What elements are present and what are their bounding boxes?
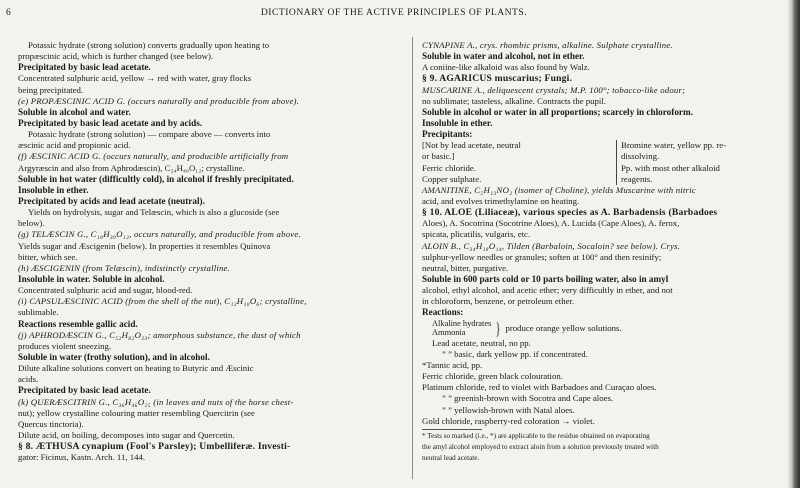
text-line: æscinic acid and propionic acid. bbox=[18, 140, 131, 151]
text-line: Ferric chloride. bbox=[422, 162, 476, 173]
text-line: in chloroform, benzene, or petroleum ether. bbox=[422, 296, 575, 307]
text-line: below). bbox=[18, 218, 45, 229]
alkaline-reaction bbox=[422, 319, 786, 338]
text-line: *Tannic acid, pp. bbox=[422, 359, 483, 370]
text-line: Pp. with most other alkaloid bbox=[621, 162, 720, 173]
footnote-rule bbox=[422, 429, 482, 430]
text-line: MUSCARINE A., deliquescent crystals; M.P. 100°; tobacco-like odour; bbox=[422, 84, 686, 95]
text-line: (i) CAPSULÆSCINIC ACID (from the shell of the nut), C₁₂H₁₀O₆; crystalline, bbox=[18, 296, 307, 307]
text-line: Concentrated sulphuric acid and sugar, blood-red. bbox=[18, 285, 193, 296]
text-line: Insoluble in ether. bbox=[18, 184, 89, 195]
page-number: 6 bbox=[6, 7, 12, 18]
text-line: ” ” basic, dark yellow pp. if concentrated. bbox=[442, 348, 588, 359]
text-line: Lead acetate, neutral, no pp. bbox=[432, 337, 531, 348]
text-line: (j) APHRODÆSCIN G., C₅₂H₈₂O₂₃; amorphous substance, the dust of which bbox=[18, 329, 301, 340]
text-line: Dilute acid, on boiling, decomposes into sugar and Quercetin. bbox=[18, 429, 235, 440]
text-line: alcohol, ethyl alcohol, and acetic ether; very difficultly in ether, and not bbox=[422, 285, 673, 296]
text-line: Precipitated by acids and lead acetate (neutral). bbox=[18, 195, 205, 206]
text-line: Yields on hydrolysis, sugar and Telæscin, which is also a glucoside (see bbox=[28, 207, 280, 218]
text-line: Dilute alkaline solutions convert on heating to Butyric and Æscinic bbox=[18, 363, 254, 374]
right-top-text bbox=[422, 40, 786, 140]
text-line: * Tests so marked (i.e., *) are applicable to the residue obtained on evaporating bbox=[422, 431, 650, 440]
page-title: DICTIONARY OF THE ACTIVE PRINCIPLES OF PLANTS. bbox=[260, 7, 528, 18]
text-line: spicata, plicatilis, vulgaris, etc. bbox=[422, 229, 531, 240]
alkaline-reagents bbox=[432, 319, 491, 338]
text-line: ” ” yellowish-brown with Natal aloes. bbox=[442, 404, 575, 415]
text-line: produces violent sneezing. bbox=[18, 340, 112, 351]
text-line: Gold chloride, raspberry-red coloration → violet. bbox=[422, 415, 595, 426]
text-line: § 8. ÆTHUSA cynapium (Fool's Parsley); Umbelliferæ. Investi- bbox=[18, 441, 291, 453]
text-line: (k) QUERÆSCITRIN G., C₃₆H₄₆O₂₅ (in leaves and nuts of the horse chest- bbox=[18, 396, 294, 407]
text-line: ” ” greenish-brown with Socotra and Cape aloes. bbox=[442, 393, 614, 404]
text-line: Argyræscin and also from Aphrodæscin), C₂₄H₄₀O₁₂; crystalline. bbox=[18, 162, 245, 173]
text-line: § 9. AGARICUS muscarius; Fungi. bbox=[422, 73, 573, 85]
text-line: Ferric chloride, green black colouration. bbox=[422, 371, 563, 382]
text-line: or basic.] bbox=[422, 151, 455, 162]
text-line: no sublimate; tasteless, alkaline. Contracts the pupil. bbox=[422, 95, 606, 106]
text-line: Soluble in hot water (difficultly cold), in alcohol if freshly precipitated. bbox=[18, 173, 294, 184]
text-line: § 10. ALOE (Liliaceæ), various species as A. Barbadensis (Barbadoes bbox=[422, 207, 718, 219]
right-middle-text bbox=[422, 185, 786, 319]
text-line: A coniine-like alkaloid was also found by Walz. bbox=[422, 62, 590, 73]
text-line: acids. bbox=[18, 374, 39, 385]
text-line: (e) PROPÆSCINIC ACID G. (occurs naturally and producible from above). bbox=[18, 95, 300, 106]
left-column bbox=[18, 40, 404, 463]
text-line: (h) ÆSCIGENIN (from Telæscin), indistinctly crystalline. bbox=[18, 262, 231, 273]
text-line: neutral lead acetate. bbox=[422, 454, 480, 463]
text-line: Aloes), A. Socotrina (Socotrine Aloes), A. Lucida (Cape Aloes), A. ferox, bbox=[422, 218, 680, 229]
text-line: Soluble in water and alcohol, not in ether. bbox=[422, 51, 585, 62]
reagent-alkaline-hydrates: Alkaline hydrates bbox=[432, 318, 492, 328]
text-line: Concentrated sulphuric acid, yellow → red with water, gray flocks bbox=[18, 73, 252, 84]
running-head bbox=[6, 7, 782, 21]
text-line: Potassic hydrate (strong solution) converts gradually upon heating to bbox=[28, 40, 270, 50]
text-line: AMANITINE, C₅H₁₃NO₂ (isomer of Choline), yields Muscarine with nitric bbox=[422, 184, 696, 195]
text-line: Precipitants: bbox=[422, 129, 473, 140]
text-line: being precipitated. bbox=[18, 84, 84, 95]
text-line: Reactions resemble gallic acid. bbox=[18, 318, 138, 329]
text-line: (f) ÆSCINIC ACID G. (occurs naturally, and producible artificially from bbox=[18, 151, 289, 162]
text-line: Precipitated by basic lead acetate. bbox=[18, 385, 151, 396]
text-line: Soluble in alcohol or water in all proportions; scarcely in chloroform. bbox=[422, 106, 693, 117]
text-line: dissolving. bbox=[621, 151, 660, 162]
text-line: Soluble in 600 parts cold or 10 parts boiling water, also in amyl bbox=[422, 273, 669, 284]
text-line: [Not by lead acetate, neutral bbox=[422, 140, 521, 151]
scan-edge bbox=[788, 0, 800, 488]
text-line: nut); yellow crystalline colouring matter resembling Quercitrin (see bbox=[18, 407, 255, 418]
text-line: reagents. bbox=[621, 173, 653, 184]
text-line: the amyl alcohol employed to extract aloin from a solution previously treated with bbox=[422, 442, 659, 451]
text-line: sulphur-yellow needles or granules; soften at 100° and then resinify; bbox=[422, 251, 662, 262]
alkaline-result: produce orange yellow solutions. bbox=[505, 322, 622, 333]
text-line: Insoluble in water. Soluble in alcohol. bbox=[18, 273, 165, 284]
text-line: ALOIN B., C₃₄H₁₈O₁₄, Tilden (Barbaloin, Socaloin? see below). Crys. bbox=[422, 240, 681, 251]
text-line: Copper sulphate. bbox=[422, 173, 482, 184]
text-line: bitter, which see. bbox=[18, 251, 78, 262]
footnote bbox=[422, 432, 786, 465]
text-line: Quercus tinctoria). bbox=[18, 418, 84, 429]
text-line: (g) TELÆSCIN G., C₁₈H₃₀O₁₂, occurs naturally, and producible from above. bbox=[18, 229, 301, 240]
precipitants-right bbox=[616, 140, 786, 185]
text-line: Reactions: bbox=[422, 307, 464, 318]
text-line: neutral, bitter, purgative. bbox=[422, 262, 509, 273]
text-line: Soluble in alcohol and water. bbox=[18, 106, 131, 117]
right-column bbox=[422, 40, 786, 465]
reagent-ammonia: Ammonia bbox=[432, 328, 466, 338]
text-line: Platinum chloride, red to violet with Barbadoes and Curaçao aloes. bbox=[422, 382, 657, 393]
text-line: Insoluble in ether. bbox=[422, 117, 493, 128]
text-line: Yields sugar and Æscigenin (below). In properties it resembles Quinova bbox=[18, 240, 271, 251]
column-divider bbox=[412, 37, 413, 479]
text-line: acid, and evolves trimethylamine on heating. bbox=[422, 195, 580, 206]
text-line: Precipitated by basic lead acetate and by acids. bbox=[18, 117, 203, 128]
right-bottom-text bbox=[422, 338, 786, 427]
precipitants-table bbox=[422, 140, 786, 185]
text-line: CYNAPINE A., crys. rhombic prisms, alkaline. Sulphate crystalline. bbox=[422, 40, 673, 50]
text-line: Precipitated by basic lead acetate. bbox=[18, 62, 151, 73]
brace-glyph: } bbox=[495, 318, 501, 338]
text-line: sublimable. bbox=[18, 307, 59, 318]
precipitants-left bbox=[422, 140, 616, 185]
text-line: Soluble in water (frothy solution), and in alcohol. bbox=[18, 351, 210, 362]
text-line: Bromine water, yellow pp. re- bbox=[621, 140, 727, 151]
text-line: Potassic hydrate (strong solution) — compare above — converts into bbox=[28, 129, 271, 140]
text-line: propæscinic acid, which is further changed (see below). bbox=[18, 51, 214, 62]
text-line: gator: Ficinus, Kastn. Arch. 11, 144. bbox=[18, 452, 146, 463]
